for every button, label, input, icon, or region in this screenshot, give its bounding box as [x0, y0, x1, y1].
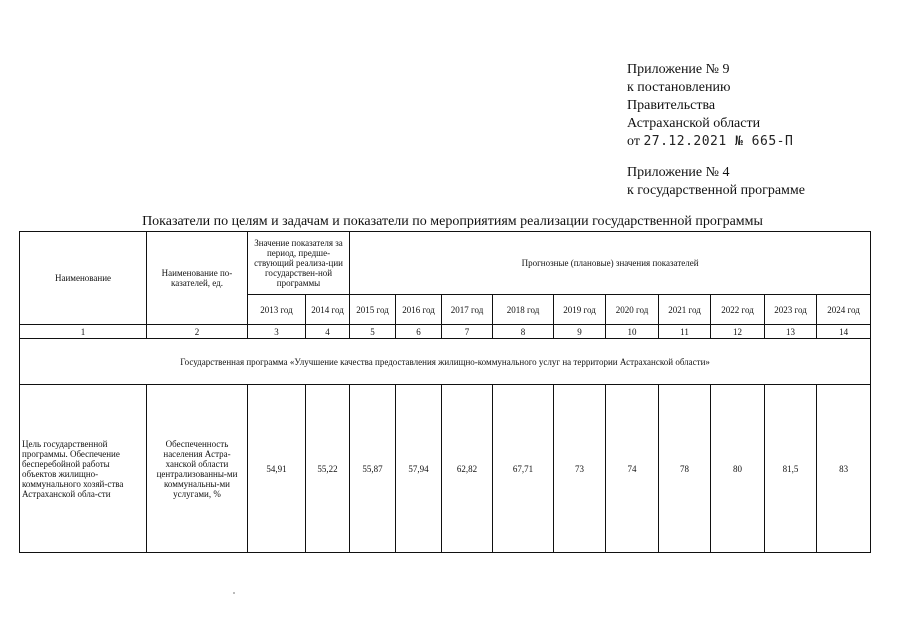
indicators-table: [19, 231, 871, 553]
to-resolution-line: к постановлению: [627, 80, 731, 95]
region-line: Астраханской области: [627, 116, 761, 131]
to-program-line: к государственной программе: [627, 183, 805, 198]
column-number: 3: [248, 325, 306, 339]
value-cell: 67,71: [493, 385, 554, 553]
header-indicator: Наименование по-казателей, ед.: [147, 232, 248, 325]
value-cell: 83: [817, 385, 871, 553]
value-cell: 81,5: [765, 385, 817, 553]
date-prefix: от: [627, 134, 640, 149]
value-cell: 55,87: [350, 385, 396, 553]
year-cell: 2022 год: [711, 295, 765, 325]
column-number: 4: [306, 325, 350, 339]
year-cell: 2023 год: [765, 295, 817, 325]
value-cell: 57,94: [396, 385, 442, 553]
handwritten-date-number: 27.12.2021 № 665-П: [643, 134, 794, 149]
column-number: 11: [659, 325, 711, 339]
header-name: Наименование: [20, 232, 147, 325]
government-line: Правительства: [627, 98, 716, 113]
value-cell: 62,82: [442, 385, 493, 553]
date-line: [627, 133, 793, 151]
column-number: 13: [765, 325, 817, 339]
year-cell: 2015 год: [350, 295, 396, 325]
header-forecast: Прогнозные (плановые) значения показателей: [350, 232, 871, 295]
column-number: 9: [554, 325, 606, 339]
column-number: 7: [442, 325, 493, 339]
document-title: Показатели по целям и задачам и показатели по мероприятиям реализации государственной программы: [142, 214, 763, 229]
appendix-9-line: Приложение № 9: [627, 62, 730, 77]
value-cell: 78: [659, 385, 711, 553]
column-number: 6: [396, 325, 442, 339]
value-cell: 74: [606, 385, 659, 553]
indicator-name-cell: Обеспеченность населения Астра-ханской области централизованны-ми коммунальны-ми услугами, %: [147, 385, 248, 553]
column-number: 2: [147, 325, 248, 339]
column-number: 12: [711, 325, 765, 339]
column-number: 14: [817, 325, 871, 339]
value-cell: 54,91: [248, 385, 306, 553]
scan-speck: [233, 592, 235, 594]
program-row: Государственная программа «Улучшение качества предоставления жилищно-коммунального услуг на территории Астраханской области»: [20, 339, 871, 385]
header-prev-period: Значение показателя за период, предше-ствующий реализа-ции государствен-ной программы: [248, 232, 350, 295]
value-cell: 80: [711, 385, 765, 553]
year-cell: 2020 год: [606, 295, 659, 325]
value-cell: 55,22: [306, 385, 350, 553]
value-cell: 73: [554, 385, 606, 553]
year-cell: 2021 год: [659, 295, 711, 325]
year-cell: 2024 год: [817, 295, 871, 325]
year-cell: 2017 год: [442, 295, 493, 325]
column-number: 1: [20, 325, 147, 339]
column-number: 5: [350, 325, 396, 339]
column-number: 10: [606, 325, 659, 339]
goal-name-cell: Цель государственной программы. Обеспечение бесперебойной работы объектов жилищно-коммунального хозяй-ства Астраханской обла-сти: [20, 385, 147, 553]
appendix-9-block: [627, 61, 793, 151]
appendix-4-block: [627, 164, 805, 200]
year-cell: 2016 год: [396, 295, 442, 325]
year-cell: 2019 год: [554, 295, 606, 325]
column-number: 8: [493, 325, 554, 339]
year-cell: 2014 год: [306, 295, 350, 325]
appendix-4-line: Приложение № 4: [627, 165, 730, 180]
year-cell: 2013 год: [248, 295, 306, 325]
year-cell: 2018 год: [493, 295, 554, 325]
